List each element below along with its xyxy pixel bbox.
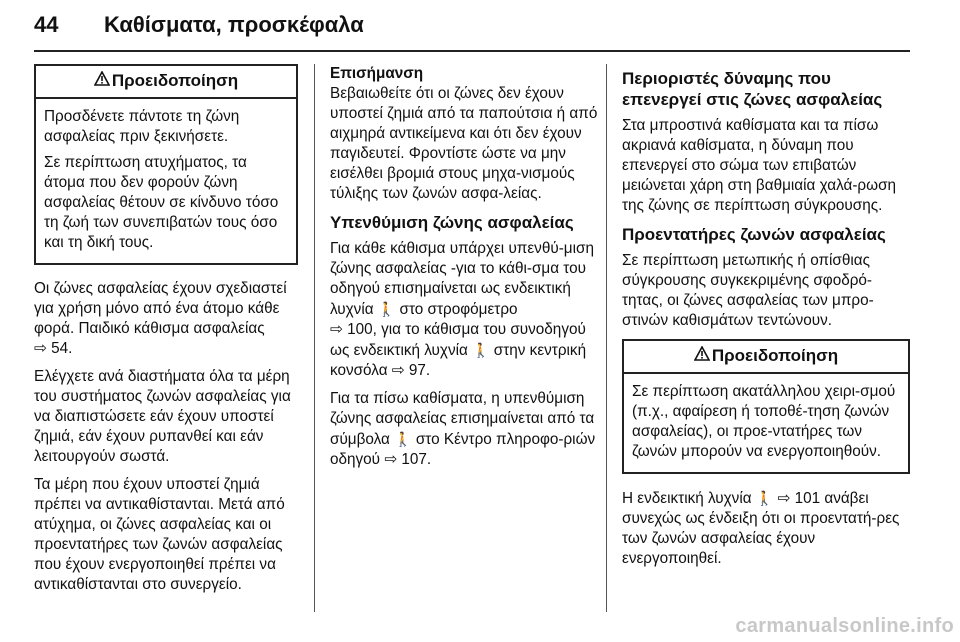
column-3 bbox=[622, 64, 910, 577]
paragraph: Η ενδεικτική λυχνία 🚶 ⇨ 101 ανάβει συνεχώς ως ένδειξη ότι οι προεντατή-ρες των ζωνών ασφαλείας έχουν ενεργοποιηθεί. bbox=[622, 490, 900, 567]
warning-title: Προειδοποίηση bbox=[111, 71, 239, 90]
page-reference[interactable]: 100, για το κάθισμα του συνοδηγού ως ενδεικτική λυχνία bbox=[330, 321, 586, 359]
warning-triangle-icon bbox=[94, 71, 110, 91]
warning-header bbox=[624, 341, 908, 374]
paragraph: Σε περίπτωση μετωπικής ή οπίσθιας σύγκρουσης συγκεκριμένης σφοδρό-τητας, οι ζώνες ασφαλείας των μπρο-στινών καθισμάτων τεντώνουν. bbox=[622, 252, 874, 329]
paragraph: Οι ζώνες ασφαλείας έχουν σχεδιαστεί για χρήση μόνο από ένα άτομο κάθε φορά. Παιδικό κάθισμα ασφαλείας ⇨ 54. bbox=[34, 280, 287, 357]
pretensioner-airbag-icon: 🚶 bbox=[755, 490, 774, 506]
reference-arrow-icon: ⇨ bbox=[34, 340, 47, 357]
warning-box bbox=[34, 64, 298, 265]
page-reference[interactable]: 54. bbox=[51, 340, 73, 357]
passenger-seatbelt-icon: 🚶 bbox=[472, 342, 490, 358]
page-reference[interactable]: 101 ανάβει συνεχώς ως ένδειξη ότι οι προεντατή-ρες των ζωνών ασφαλείας έχουν ενεργοποιηθεί. bbox=[622, 490, 900, 567]
seatbelt-reminder-icon: 🚶 bbox=[394, 431, 412, 447]
reference-arrow-icon: ⇨ bbox=[384, 451, 398, 468]
warning-title: Προειδοποίηση bbox=[711, 346, 839, 365]
note-title: Επισήμανση bbox=[330, 65, 424, 82]
reference-arrow-icon: ⇨ bbox=[330, 321, 343, 338]
column-1 bbox=[34, 64, 298, 603]
section-heading: Υπενθύμιση ζώνης ασφαλείας bbox=[330, 213, 574, 232]
warning-paragraph: Προσδένετε πάντοτε τη ζώνη ασφαλείας πριν ξεκινήσετε. bbox=[44, 108, 240, 145]
warning-paragraph: Σε περίπτωση ατυχήματος, τα άτομα που δεν φορούν ζώνη ασφαλείας θέτουν σε κίνδυνο τόσο τη ζωή των συνεπιβατών τους όσο και τη δική τους. bbox=[44, 154, 279, 251]
warning-box bbox=[622, 339, 910, 474]
warning-body bbox=[624, 374, 908, 472]
column-2 bbox=[330, 64, 598, 478]
page-header bbox=[34, 12, 364, 38]
paragraph: Για τα πίσω καθίσματα, η υπενθύμιση ζώνης ασφαλείας επισημαίνεται από τα σύμβολα 🚶 στο Κέντρο πληροφο-ριών οδηγού ⇨ 107. bbox=[330, 390, 596, 468]
warning-body bbox=[36, 99, 296, 263]
section-heading: Περιοριστές δύναμης που επενεργεί στις ζώνες ασφαλείας bbox=[622, 69, 883, 109]
paragraph: Στα μπροστινά καθίσματα και τα πίσω ακριανά καθίσματα, η δύναμη που επενεργεί στο σώμα των επιβατών μειώνεται χάρη στη βαθμιαία χαλά-ρωση της ζώνης σε περίπτωση σύγκρουσης. bbox=[622, 117, 897, 214]
column-divider bbox=[606, 64, 607, 612]
page-title: Καθίσματα, προσκέφαλα bbox=[104, 12, 364, 37]
watermark: carmanualsonline.info bbox=[735, 615, 954, 637]
warning-header bbox=[36, 66, 296, 99]
paragraph: Τα μέρη που έχουν υποστεί ζημιά πρέπει να αντικαθίστανται. Μετά από ατύχημα, οι ζώνες ασφαλείας και οι προεντατήρες των ζωνών ασφαλείας που έχουν ενεργοποιηθεί πρέπει να αντικαθίστανται στο συνεργείο. bbox=[34, 476, 285, 593]
section-heading: Προεντατήρες ζωνών ασφαλείας bbox=[622, 225, 886, 244]
header-rule bbox=[34, 50, 910, 52]
column-divider bbox=[314, 64, 315, 612]
reference-arrow-icon: ⇨ bbox=[391, 362, 405, 379]
paragraph: Ελέγχετε ανά διαστήματα όλα τα μέρη του συστήματος ζωνών ασφαλείας για να διαπιστώσετε εάν έχουν υποστεί ζημιά, εάν έχουν ρυπανθεί και εάν λειτουργούν σωστά. bbox=[34, 368, 291, 465]
seatbelt-reminder-icon: 🚶 bbox=[377, 301, 396, 317]
page-reference[interactable]: 97. bbox=[408, 362, 431, 379]
reference-arrow-icon: ⇨ bbox=[777, 490, 791, 507]
page-reference[interactable]: 107. bbox=[401, 451, 432, 468]
warning-triangle-icon bbox=[694, 346, 710, 366]
page-number: 44 bbox=[34, 12, 59, 37]
paragraph: Για κάθε κάθισμα υπάρχει υπενθύ-μιση ζώνης ασφαλείας -για το κάθι-σμα του οδηγού επισημαίνεται ως ενδεικτική λυχνία 🚶 στο στροφόμετρο ⇨ 100, για το κάθισμα του συνοδηγού ως ενδεικτική λυχνία 🚶 στην κεντρική κονσόλα ⇨ 97. bbox=[330, 240, 594, 379]
warning-paragraph: Σε περίπτωση ακατάλληλου χειρι-σμού (π.χ., αφαίρεση ή τοποθέ-τηση ζωνών ασφαλείας), οι προε-ντατήρες των ζωνών μπορούν να ενεργοποιηθούν. bbox=[632, 383, 896, 460]
note-text: Βεβαιωθείτε ότι οι ζώνες δεν έχουν υποστεί ζημιά από τα παπούτσια ή από αιχμηρά αντικείμενα και ότι δεν έχουν παγιδευτεί. Φροντίστε ώστε να μην εισέλθει βρομιά στους μηχα-νισμούς τύλιξης των ζωνών ασφα-λείας. bbox=[330, 85, 598, 202]
